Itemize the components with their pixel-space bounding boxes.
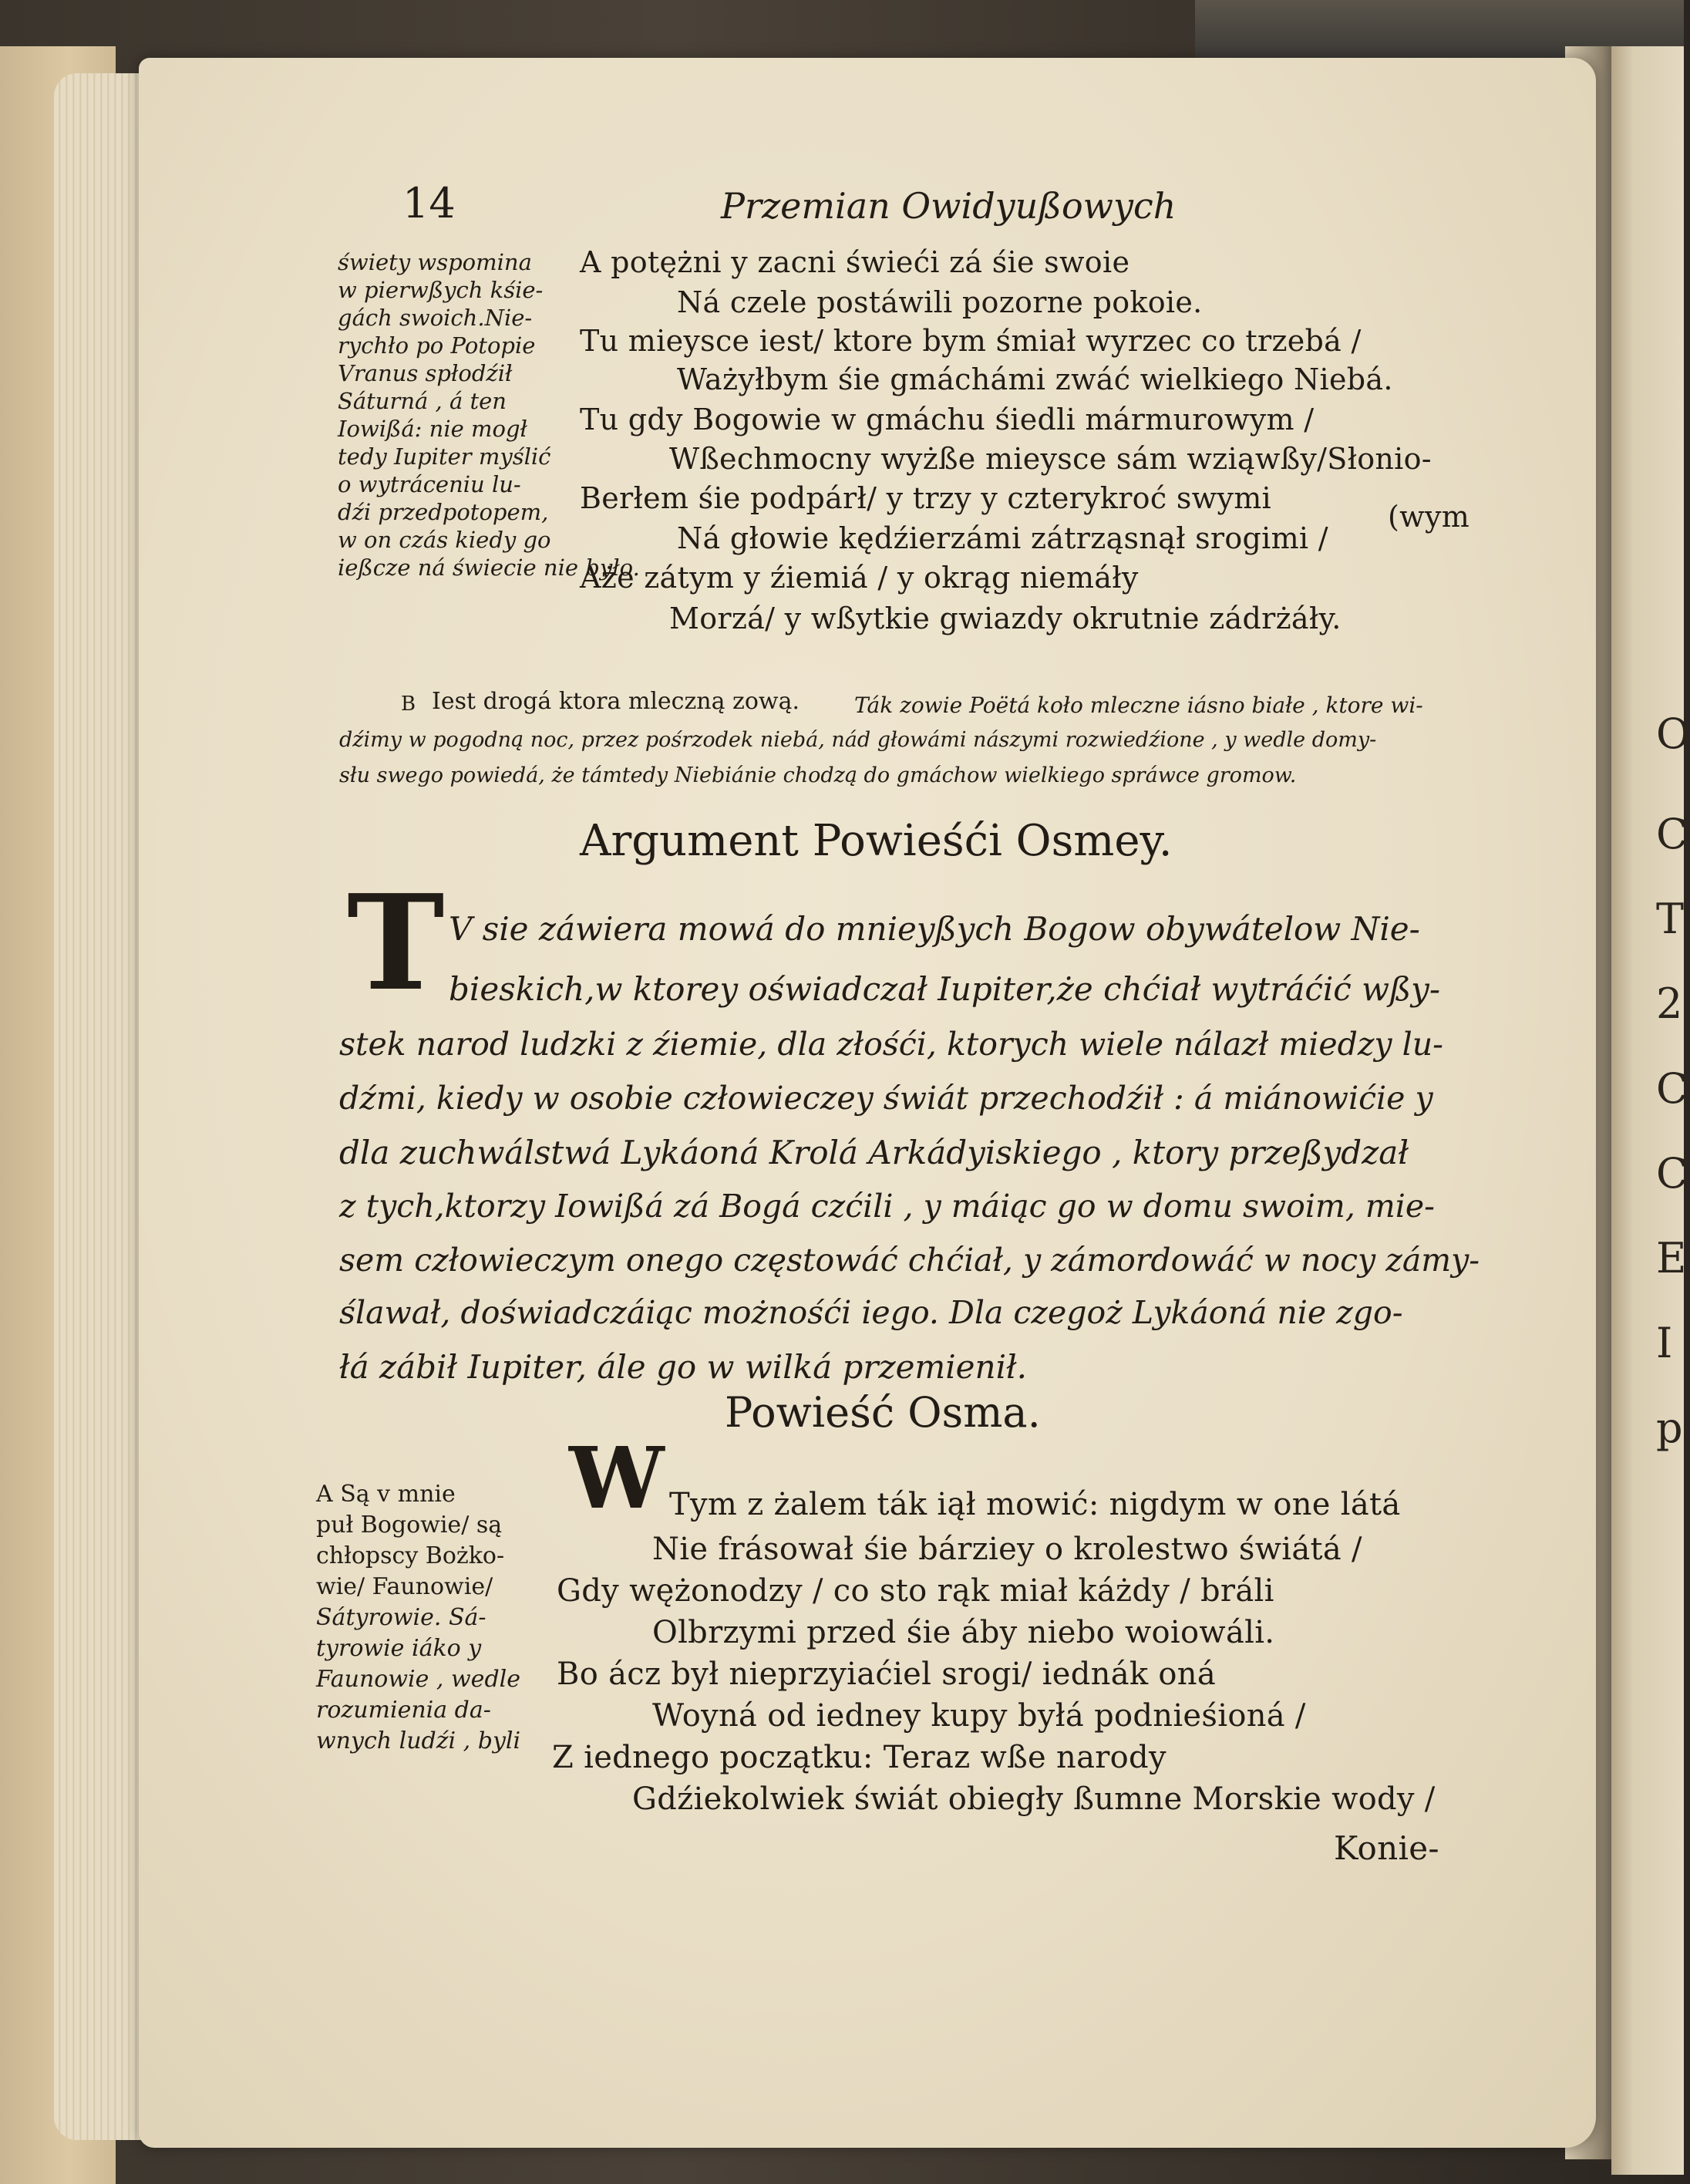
argument-dropcap: T <box>347 866 445 1020</box>
margin-note-line: puł Bogowie/ są <box>316 1512 503 1539</box>
argument-line: z tych,ktorzy Iowißá zá Bogá czćili , y máiąc go w domu swoim, mie- <box>339 1188 1435 1225</box>
verse-line: Woyná od iedney kupy byłá podnieśioná / <box>652 1698 1306 1734</box>
margin-note-line: rychło po Potopie <box>338 332 536 359</box>
margin-note-line: o wytráceniu lu- <box>338 471 521 497</box>
margin-note-line: tedy Iupiter myślić <box>338 443 551 470</box>
margin-note-line: świety wspomina <box>338 249 532 275</box>
argument-line: sem człowieczym onego częstowáć chćiał, y zámordowáć w nocy zámy- <box>339 1242 1480 1279</box>
facing-glyph: p <box>1656 1404 1683 1452</box>
argument-heading: Argument Powieśći Osmey. <box>580 816 1173 866</box>
running-head: Przemian Owidyußowych <box>721 185 1177 227</box>
catchword: Konie- <box>1334 1829 1439 1867</box>
argument-line: łá zábił Iupiter, ále go w wilká przemienił. <box>339 1348 1027 1386</box>
verse-line: Tym z żalem ták iął mowić: nigdym w one látá <box>669 1487 1401 1522</box>
margin-note-line: Faunowie , wedle <box>316 1666 520 1693</box>
margin-note-line: chłopscy Bożko- <box>316 1542 505 1569</box>
facing-glyph: C <box>1656 1149 1688 1198</box>
verse-line: Wßechmocny wyżße mieysce sám wziąwßy/Słonio- <box>669 442 1432 476</box>
verse-line: Gdźiekolwiek świát obiegły ßumne Morskie wody / <box>632 1781 1436 1817</box>
verse-overflow: (wym <box>1388 500 1470 534</box>
facing-glyph: E <box>1656 1234 1687 1282</box>
facing-glyph: C <box>1656 1064 1688 1113</box>
facing-glyph: T <box>1656 895 1685 943</box>
margin-note-line: w on czás kiedy go <box>338 527 551 553</box>
margin-note-line: tyrowie iáko y <box>316 1635 482 1662</box>
argument-line: dla zuchwálstwá Lykáoná Krolá Arkádyiskiego , ktory przeßydzał <box>339 1134 1409 1171</box>
argument-line: dźmi, kiedy w osobie człowieczey świát przechodźił : á miánowićie y <box>339 1080 1433 1117</box>
tale-heading: Powieść Osma. <box>725 1388 1041 1437</box>
page-number: 14 <box>402 179 456 228</box>
facing-glyph: O <box>1656 709 1690 758</box>
argument-line: ślawał, doświadczáiąc możnośći iego. Dla czegoż Lykáoná nie zgo- <box>339 1294 1403 1331</box>
facing-glyph: C <box>1656 810 1688 858</box>
facing-glyph: 2 <box>1656 979 1683 1028</box>
argument-line: bieskich,w ktorey oświadczał Iupiter,że chćiał wytráćić wßy- <box>449 970 1441 1008</box>
margin-note-line: ießcze ná świecie nie było. <box>338 554 640 581</box>
footnote-marker: B <box>401 693 416 716</box>
argument-line: V sie záwiera mowá do mnieyßych Bogow obywátelow Nie- <box>449 910 1420 948</box>
footnote-lemma: Iest drogá ktora mleczną zową. <box>432 688 800 715</box>
verse-line: Berłem śie podpárł/ y trzy y czterykroć swymi <box>580 481 1271 515</box>
tale-dropcap: W <box>569 1428 665 1528</box>
verse-line: Bo ácz był nieprzyiaćiel srogi/ iednák oná <box>557 1657 1217 1692</box>
footnote-line: słu swego powiedá, że támtedy Niebiánie chodzą do gmáchow wielkiego spráwce gromow. <box>339 763 1297 787</box>
verse-line: Z iednego początku: Teraz wße narody <box>552 1740 1167 1775</box>
footnote-line: dźimy w pogodną noc, przez pośrzodek niebá, nád głowámi nászymi rozwiedźione , y wedle domy- <box>339 728 1377 752</box>
verse-line: Ná czele postáwili pozorne pokoie. <box>677 285 1203 319</box>
margin-note-line: dźi przedpotopem, <box>338 499 549 525</box>
margin-note-line: wnych ludźi , byli <box>316 1727 521 1754</box>
verse-line: Ważyłbym śie gmáchámi zwáć wielkiego Niebá. <box>677 362 1393 396</box>
margin-note-line: gách swoich.Nie- <box>338 305 533 331</box>
margin-note-line: wie/ Faunowie/ <box>316 1573 493 1600</box>
margin-note-line: Sátyrowie. Sá- <box>316 1604 486 1631</box>
verse-line: Tu gdy Bogowie w gmáchu śiedli mármurowym / <box>580 403 1315 436</box>
argument-line: stek narod ludzki z źiemie, dla złośći, ktorych wiele nálazł miedzy lu- <box>339 1026 1443 1063</box>
margin-note-line: Iowißá: nie mogł <box>338 416 527 442</box>
margin-note-line: rozumienia da- <box>316 1697 491 1724</box>
verse-line: Tu mieysce iest/ ktore bym śmiał wyrzec co trzebá / <box>580 324 1362 358</box>
footnote-line: Ták zowie Poëtá koło mleczne iásno białe , ktore wi- <box>854 693 1423 718</box>
facing-glyph: I <box>1656 1319 1673 1367</box>
facing-page-glyphs <box>1656 0 1690 2184</box>
margin-note-2 <box>316 1479 520 1757</box>
margin-note-line: Vranus spłodźił <box>338 360 513 386</box>
verse-line: Ná głowie kędźierzámi zátrząsnął srogimi / <box>677 521 1328 555</box>
margin-note-line: A Są v mnie <box>316 1481 456 1508</box>
margin-note-line: w pierwßych kśie- <box>338 277 544 303</box>
verse-line: Nie frásował śie bárziey o krolestwo świátá / <box>652 1532 1362 1567</box>
verse-line: Gdy wężonodzy / co sto rąk miał káżdy / bráli <box>557 1573 1274 1609</box>
verse-line: Morzá/ y wßytkie gwiazdy okrutnie zádrżáły. <box>669 602 1342 635</box>
verse-line: Aże zátym y źiemiá / y okrąg niemáły <box>580 561 1139 595</box>
margin-note-line: Sáturná , á ten <box>338 388 507 414</box>
verse-line: Olbrzymi przed śie áby niebo woiowáli. <box>652 1615 1275 1650</box>
verse-line: A potężni y zacni świeći zá śie swoie <box>580 245 1130 279</box>
